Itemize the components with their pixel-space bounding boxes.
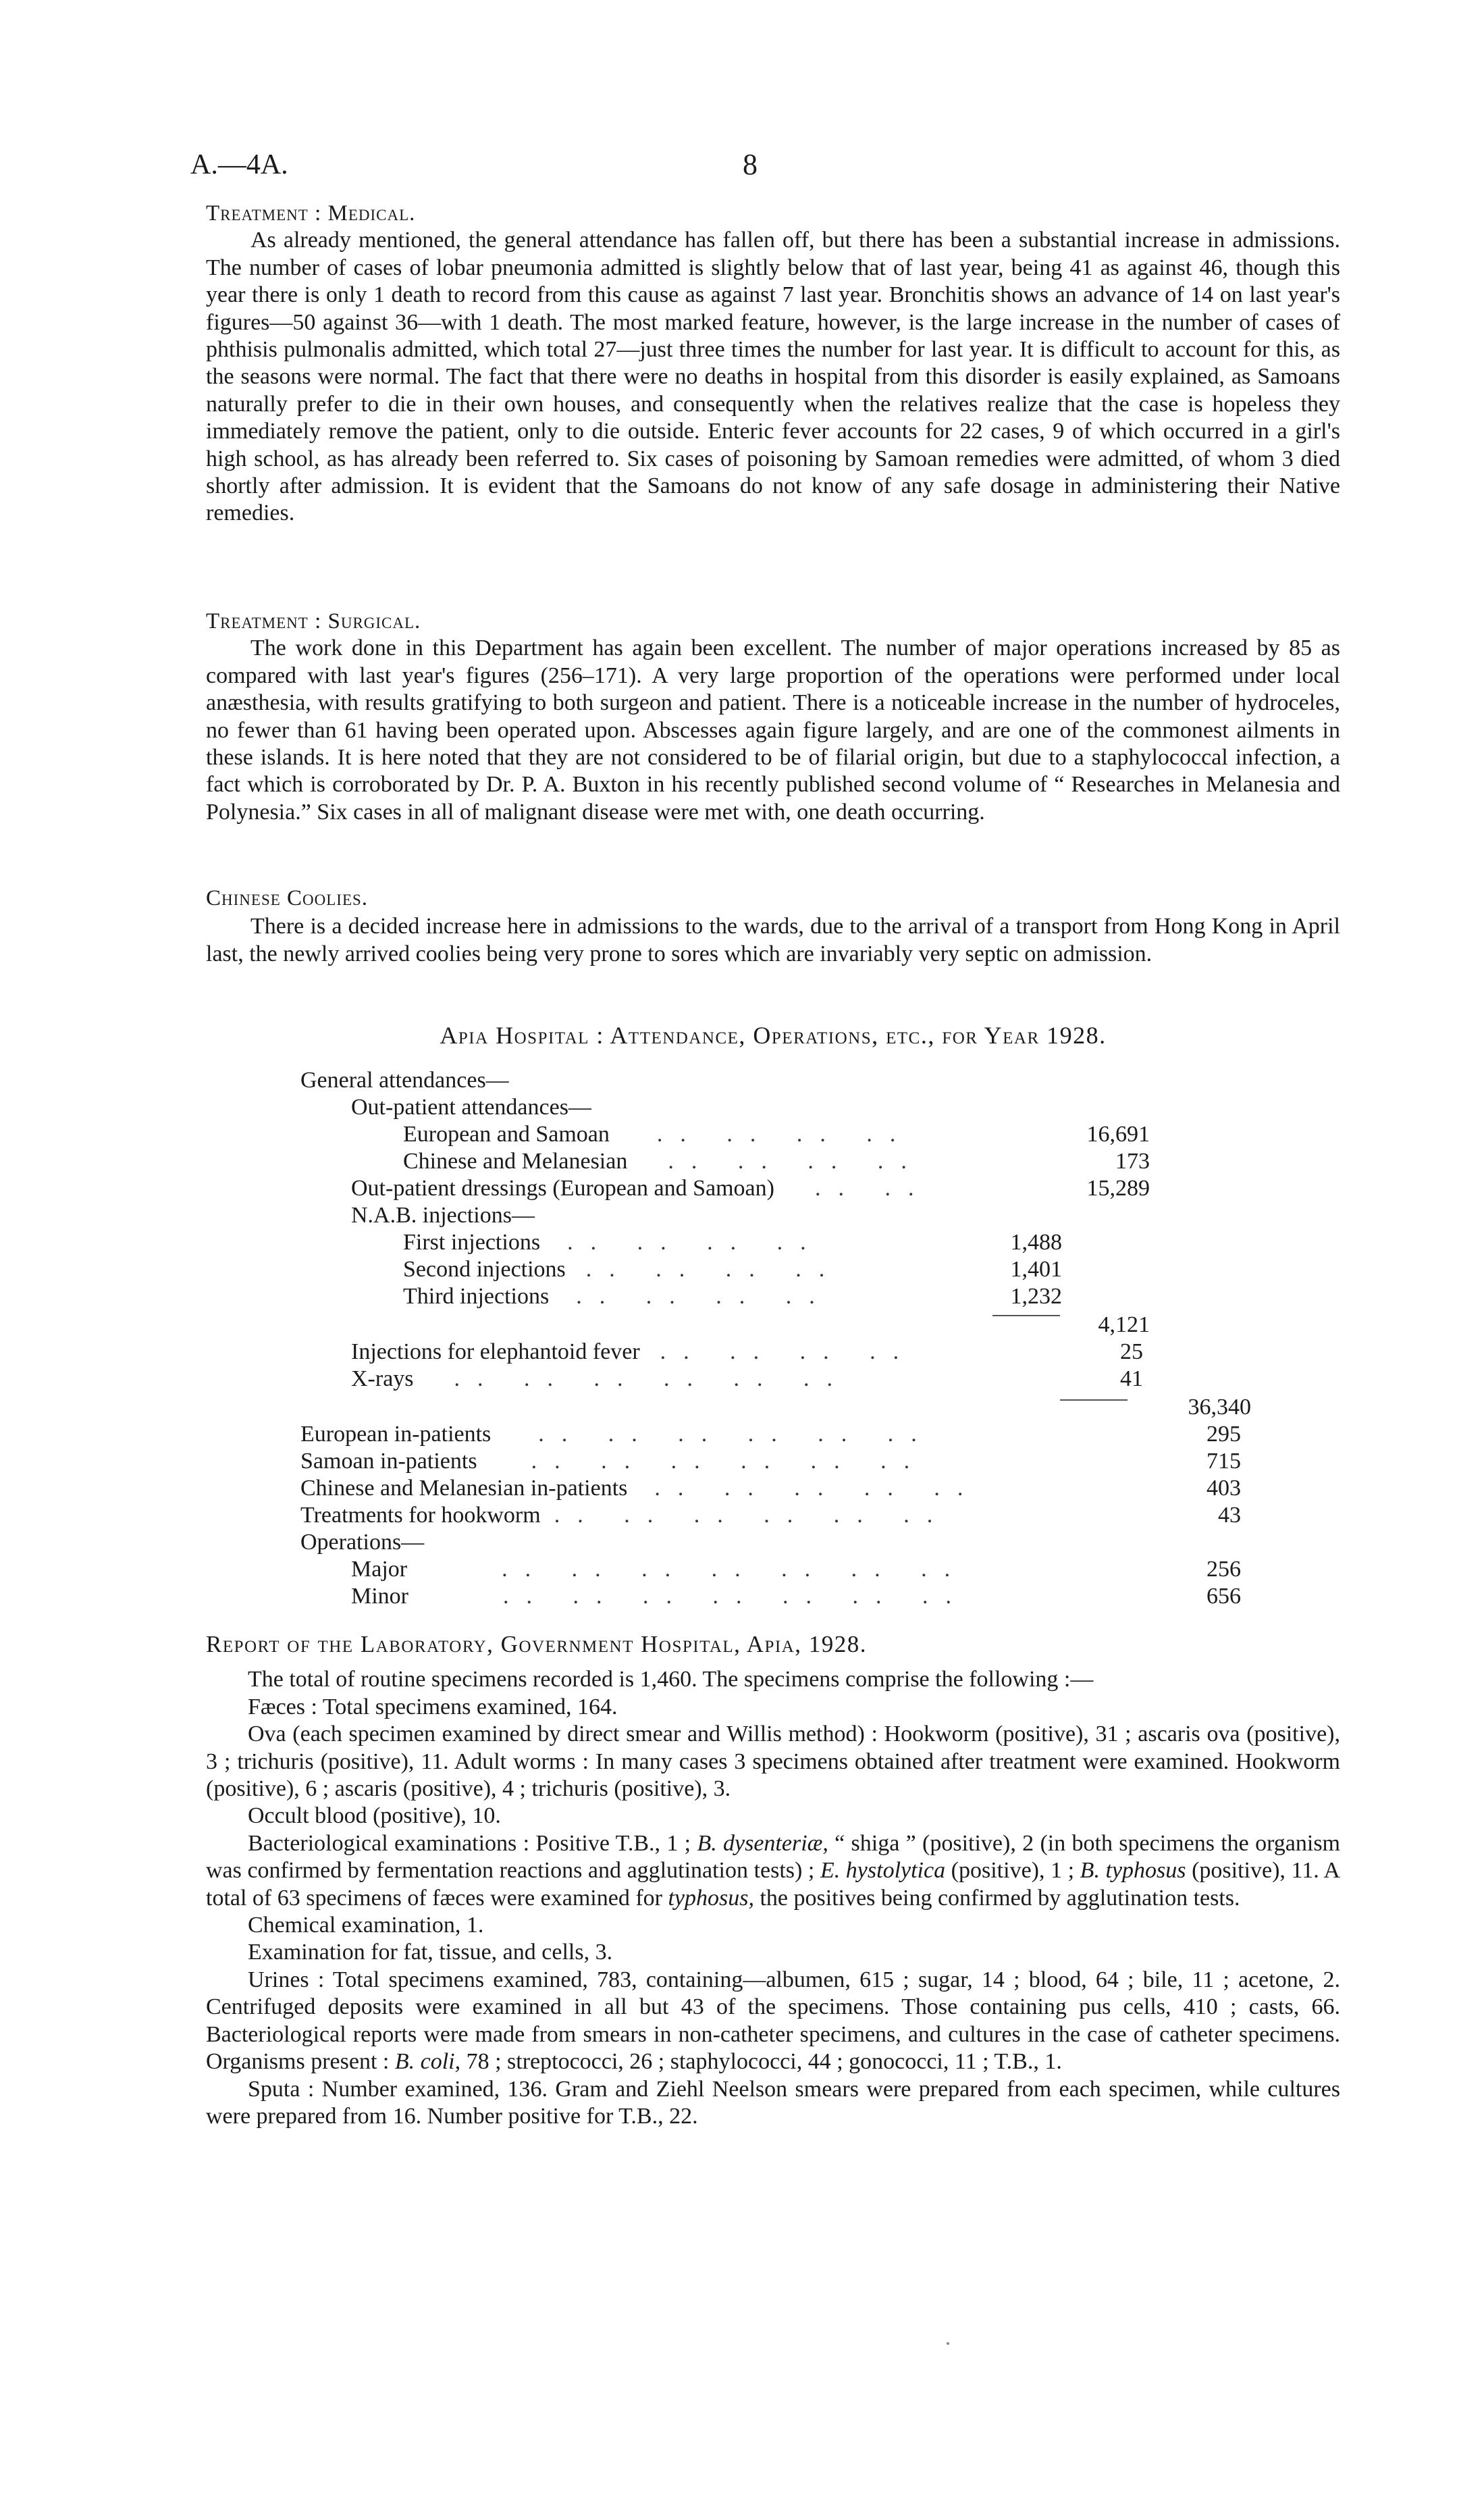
row-value-outpatient-dressings: 15,289 — [1086, 1176, 1150, 1201]
row-value-hookworm: 43 — [1218, 1503, 1241, 1528]
rule-general-total — [1060, 1399, 1128, 1401]
row-label-third-injections: Third injections .. .. .. .. — [403, 1284, 832, 1309]
row-value-chinese-melanesian: 173 — [1115, 1149, 1150, 1174]
row-label-minor: Minor .. .. .. .. .. .. .. — [351, 1584, 969, 1609]
document-reference: A.—4A. — [190, 149, 288, 180]
lab-faeces: Fæces : Total specimens examined, 164. — [248, 1694, 618, 1719]
section-laboratory-report — [206, 1631, 1340, 2130]
table-title: Apia Hospital : Attendance, Operations, etc., for Year 1928. — [440, 1022, 1107, 1049]
row-label-major: Major .. .. .. .. .. .. .. — [351, 1557, 968, 1582]
row-outpatient-attendances: Out-patient attendances— — [351, 1095, 591, 1120]
row-value-elephantoid: 25 — [1120, 1339, 1143, 1364]
row-label-chinese-melanesian: Chinese and Melanesian .. .. .. .. — [403, 1149, 924, 1174]
page-number: 8 — [743, 148, 758, 181]
lab-fat: Examination for fat, tissue, and cells, 3. — [248, 1940, 613, 1965]
row-value-european-inpatients: 295 — [1207, 1422, 1241, 1447]
section-chinese-coolies — [206, 885, 1340, 968]
row-value-general-total: 36,340 — [1188, 1395, 1251, 1420]
heading-chinese-coolies: Chinese Coolies. — [206, 886, 369, 910]
row-general-attendances: General attendances— — [300, 1068, 509, 1093]
lab-bacteriological: Bacteriological examinations : Positive T.B., 1 ; B. dysenteriæ, “ shiga ” (positive), 2 (in both specimens the organism was confirmed by fermentation reactions and agglutination tests) ; E. hystolytica (positive), 1 ; B. typhosus (positive), 11. A total of 63 specimens of fæces were examined for typhosus, the positives being confirmed by agglutination tests. — [206, 1830, 1341, 1911]
heading-treatment-medical: Treatment : Medical. — [206, 201, 416, 226]
lab-occult-blood: Occult blood (positive), 10. — [248, 1803, 501, 1829]
row-operations: Operations— — [300, 1530, 425, 1555]
rule-injections-subtotal — [992, 1315, 1060, 1316]
speck — [947, 2342, 949, 2345]
lab-urines: Urines : Total specimens examined, 783, containing—albumen, 615 ; sugar, 14 ; blood, 64 ; bile, 11 ; acetone, 2. Centrifuged deposits were examined in all but 43 of the specimens. Those containing pus cells, 410 ; casts, 66. Bacteriological reports were made from smears in non-catheter specimens, and cultures in the case of catheter specimens. Organisms present : B. coli, 78 ; streptococci, 26 ; staphylococci, 44 ; gonococci, 11 ; T.B., 1. — [206, 1967, 1340, 2075]
row-label-elephantoid: Injections for elephantoid fever .. .. .. .. — [351, 1339, 917, 1364]
row-nab-injections: N.A.B. injections— — [351, 1203, 535, 1228]
row-value-european-samoan: 16,691 — [1086, 1122, 1150, 1147]
row-label-european-inpatients: European in-patients .. .. .. .. .. .. — [300, 1422, 934, 1447]
row-value-minor: 656 — [1207, 1584, 1241, 1609]
row-label-hookworm: Treatments for hookworm .. .. .. .. .. .. — [300, 1503, 951, 1528]
lab-intro: The total of routine specimens recorded is 1,460. The specimens comprise the following :— — [248, 1667, 1094, 1692]
section-treatment-surgical — [206, 608, 1340, 826]
paragraph-surgical: The work done in this Department has again been excellent. The number of major operations increased by 85 as compared with last year's figures (256–171). A very large proportion of the operations were performed under local anæsthesia, with results gratifying to both surgeon and patient. There is a noticeable increase in the number of hydroceles, no fewer than 61 having been operated upon. Abscesses again figure largely, and are one of the commonest ailments in these islands. It is here noted that they are not considered to be of filarial origin, but due to a staphylococcal infection, a fact which is corroborated by Dr. P. A. Buxton in his recently published second volume of “ Researches in Melanesia and Polynesia.” Six cases in all of malignant disease were met with, one death occurring. — [206, 636, 1340, 825]
row-label-outpatient-dressings: Out-patient dressings (European and Samoan) .. .. — [351, 1176, 932, 1201]
row-label-chinese-inpatients: Chinese and Melanesian in-patients .. .. .. .. .. — [300, 1476, 981, 1501]
paragraph-coolies: There is a decided increase here in admissions to the wards, due to the arrival of a transport from Hong Kong in April last, the newly arrived coolies being very prone to sores which are invariably very septic on admission. — [206, 914, 1340, 966]
heading-laboratory-report: Report of the Laboratory, Government Hospital, Apia, 1928. — [206, 1631, 868, 1657]
lab-sputa: Sputa : Number examined, 136. Gram and Ziehl Neelson smears were prepared from each specimen, while cultures were prepared from 16. Number positive for T.B., 22. — [206, 2076, 1340, 2129]
heading-treatment-surgical: Treatment : Surgical. — [206, 609, 421, 633]
row-value-major: 256 — [1207, 1557, 1241, 1582]
row-label-samoan-inpatients: Samoan in-patients .. .. .. .. .. .. — [300, 1449, 928, 1474]
row-value-xrays: 41 — [1120, 1366, 1143, 1391]
row-label-european-samoan: European and Samoan .. .. .. .. — [403, 1122, 913, 1147]
row-value-first-injections: 1,488 — [1010, 1230, 1062, 1255]
lab-ova: Ova (each specimen examined by direct smear and Willis method) : Hookworm (positive), 31 ; ascaris ova (positive), 3 ; trichuris (positive), 11. Adult worms : In many cases 3 specimens obtained after treatment were examined. Hookworm (positive), 6 ; ascaris (positive), 4 ; trichuris (positive), 3. — [206, 1721, 1340, 1802]
row-label-xrays: X-rays .. .. .. .. .. .. — [351, 1366, 851, 1391]
paragraph-medical: As already mentioned, the general attendance has fallen off, but there has been a substantial increase in admissions. The number of cases of lobar pneumonia admitted is slightly below that of last year, being 41 as against 46, though this year there is only 1 death to record from this cause as against 7 last year. Bronchitis shows an advance of 14 on last year's figures—50 against 36—with 1 death. The most marked feature, however, is the large increase in the number of cases of phthisis pulmonalis admitted, which total 27—just three times the number for last year. It is difficult to account for this, as the seasons were normal. The fact that there were no deaths in hospital from this disorder is easily explained, as Samoans naturally prefer to die in their own houses, and consequently when the relatives realize that the case is hopeless they immediately remove the patient, only to die outside. Enteric fever accounts for 22 cases, 9 of which occurred in a girl's high school, as has already been referred to. Six cases of poisoning by Samoan remedies were admitted, of whom 3 died shortly after admission. It is evident that the Samoans do not know of any safe dosage in administering their Native remedies. — [206, 228, 1340, 526]
row-value-samoan-inpatients: 715 — [1207, 1449, 1241, 1474]
row-value-third-injections: 1,232 — [1010, 1284, 1062, 1309]
row-value-second-injections: 1,401 — [1010, 1257, 1062, 1282]
row-value-chinese-inpatients: 403 — [1207, 1476, 1241, 1501]
section-treatment-medical — [206, 200, 1340, 527]
row-value-injections-subtotal: 4,121 — [1098, 1312, 1150, 1337]
lab-chemical: Chemical examination, 1. — [248, 1913, 484, 1938]
row-label-second-injections: Second injections .. .. .. .. — [403, 1257, 843, 1282]
row-label-first-injections: First injections .. .. .. .. — [403, 1230, 824, 1255]
